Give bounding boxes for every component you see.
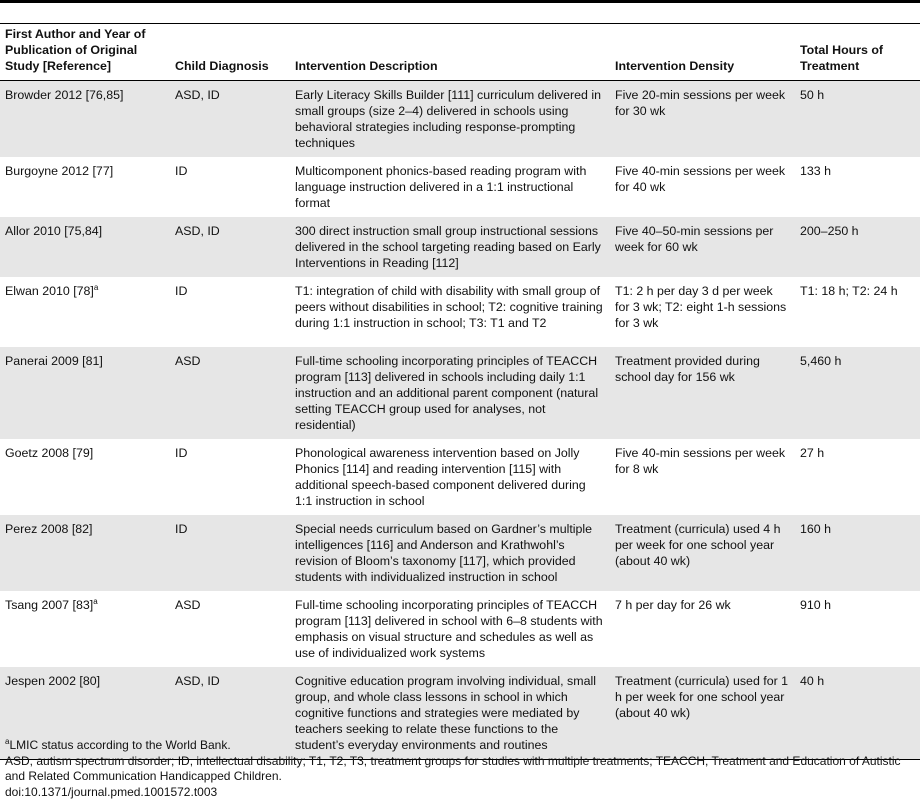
cell-author-text: Tsang 2007 [83] [5, 597, 94, 612]
cell-author [0, 591, 170, 667]
table-row [0, 277, 920, 347]
header-hours: Total Hours of Treatment [795, 24, 920, 80]
cell-hours-text: 50 h [800, 87, 825, 102]
table-row [0, 439, 920, 515]
cell-diagnosis [170, 515, 290, 591]
cell-diagnosis-text: ID [175, 445, 188, 460]
cell-density [610, 80, 795, 157]
cell-description-text: 300 direct instruction small group instructional sessions delivered in the school targeting reading based on Early Interventions in Reading [112] [295, 223, 601, 270]
cell-description-text: Cognitive education program involving individual, small group, and whole class lessons in school in which cognitive functions and strategies were mediated by teachers seeking to relate these functions to the student’s everyday environments and routines [295, 673, 596, 752]
cell-diagnosis-text: ASD [175, 597, 201, 612]
footnote-doi: doi:10.1371/journal.pmed.1001572.t003 [5, 784, 218, 799]
cell-density [610, 217, 795, 277]
footnotes [5, 738, 917, 800]
cell-author [0, 217, 170, 277]
cell-diagnosis [170, 80, 290, 157]
cell-density [610, 515, 795, 591]
cell-author-text: Jespen 2002 [80] [5, 673, 101, 688]
table-row [0, 80, 920, 157]
cell-description [290, 157, 610, 217]
cell-hours-text: T1: 18 h; T2: 24 h [800, 283, 898, 298]
cell-hours-text: 910 h [800, 597, 832, 612]
header-author: First Author and Year of Publication of Original Study [Reference] [0, 24, 170, 80]
cell-hours [795, 347, 920, 439]
cell-hours-text: 160 h [800, 521, 832, 536]
cell-author [0, 515, 170, 591]
cell-density-text: Five 20-min sessions per week for 30 wk [615, 87, 786, 118]
cell-diagnosis [170, 277, 290, 347]
table-row [0, 515, 920, 591]
cell-density-text: Five 40-min sessions per week for 8 wk [615, 445, 786, 476]
cell-author-text: Browder 2012 [76,85] [5, 87, 124, 102]
cell-hours-text: 40 h [800, 673, 825, 688]
cell-hours [795, 277, 920, 347]
cell-density-text: 7 h per day for 26 wk [615, 597, 731, 612]
cell-author [0, 80, 170, 157]
cell-hours-text: 200–250 h [800, 223, 859, 238]
header-density: Intervention Density [610, 24, 795, 80]
cell-hours [795, 80, 920, 157]
cell-diagnosis [170, 217, 290, 277]
cell-description [290, 591, 610, 667]
cell-author [0, 347, 170, 439]
table-header-row [0, 24, 920, 80]
cell-description [290, 347, 610, 439]
cell-hours [795, 591, 920, 667]
footnote-marker: a [93, 596, 98, 606]
cell-density-text: Five 40-min sessions per week for 40 wk [615, 163, 786, 194]
cell-diagnosis-text: ID [175, 163, 188, 178]
cell-hours [795, 439, 920, 515]
studies-table [0, 24, 920, 760]
cell-description-text: Phonological awareness intervention based on Jolly Phonics [114] and reading intervention [115] with additional speech-based component delivered during 1:1 instruction in school [295, 445, 586, 508]
header-description: Intervention Description [290, 24, 610, 80]
footnote-abbreviations: ASD, autism spectrum disorder; ID, intellectual disability; T1, T2, T3, treatment groups for studies with multiple treatments; TEACCH, Treatment and Education of Autistic and Related Communication Handicapped Children. [5, 753, 901, 783]
cell-author [0, 157, 170, 217]
cell-author-text: Perez 2008 [82] [5, 521, 93, 536]
cell-description-text: T1: integration of child with disability with small group of peers without disabilities in school; T2: cognitive training during 1:1 instruction in school; T3: T1 and T2 [295, 283, 603, 330]
cell-hours-text: 5,460 h [800, 353, 842, 368]
cell-description [290, 217, 610, 277]
cell-author-text: Elwan 2010 [78] [5, 283, 94, 298]
cell-density-text: Treatment provided during school day for 156 wk [615, 353, 760, 384]
cell-density [610, 277, 795, 347]
cell-density [610, 347, 795, 439]
cell-diagnosis [170, 347, 290, 439]
cell-diagnosis-text: ASD, ID [175, 673, 220, 688]
footnote-a-marker: a [5, 737, 10, 746]
cell-hours [795, 217, 920, 277]
footnote-marker: a [93, 282, 99, 292]
cell-description [290, 80, 610, 157]
cell-hours [795, 157, 920, 217]
cell-density-text: Five 40–50-min sessions per week for 60 wk [615, 223, 774, 254]
cell-author [0, 277, 170, 347]
table-row [0, 217, 920, 277]
cell-hours [795, 515, 920, 591]
cell-description-text: Full-time schooling incorporating principles of TEACCH program [113] delivered in schools including daily 1:1 instruction and an additional parent component (natural setting TEACCH group used for analyses, not residential) [295, 353, 599, 432]
cell-author-text: Burgoyne 2012 [77] [5, 163, 114, 178]
cell-diagnosis-text: ID [175, 283, 188, 298]
cell-hours-text: 27 h [800, 445, 825, 460]
cell-density-text: T1: 2 h per day 3 d per week for 3 wk; T2: eight 1-h sessions for 3 wk [615, 283, 787, 330]
footnote-a [5, 738, 917, 754]
cell-author-text: Panerai 2009 [81] [5, 353, 103, 368]
table-row [0, 591, 920, 667]
cell-description [290, 515, 610, 591]
cell-author [0, 439, 170, 515]
cell-density [610, 157, 795, 217]
cell-diagnosis [170, 439, 290, 515]
table-body [0, 80, 920, 759]
cell-density [610, 439, 795, 515]
cell-author-text: Allor 2010 [75,84] [5, 223, 103, 238]
cell-density [610, 591, 795, 667]
cell-diagnosis [170, 591, 290, 667]
cell-diagnosis-text: ID [175, 521, 188, 536]
cell-description [290, 277, 610, 347]
cell-diagnosis-text: ASD [175, 353, 201, 368]
cell-density-text: Treatment (curricula) used 4 h per week for one school year (about 40 wk) [615, 521, 781, 568]
cell-density-text: Treatment (curricula) used for 1 h per week for one school year (about 40 wk) [615, 673, 789, 720]
cell-description [290, 439, 610, 515]
cell-diagnosis-text: ASD, ID [175, 223, 220, 238]
cell-description-text: Multicomponent phonics-based reading program with language instruction delivered in a 1:1 instructional format [295, 163, 587, 210]
cell-hours-text: 133 h [800, 163, 832, 178]
footnote-a-text: LMIC status according to the World Bank. [9, 738, 231, 752]
cell-description-text: Early Literacy Skills Builder [111] curriculum delivered in small groups (size 2–4) delivered in schools using behavioral strategies including response-prompting techniques [295, 87, 601, 150]
header-diagnosis: Child Diagnosis [170, 24, 290, 80]
cell-diagnosis [170, 157, 290, 217]
cell-author-text: Goetz 2008 [79] [5, 445, 94, 460]
cell-description-text: Full-time schooling incorporating principles of TEACCH program [113] delivered in school with 6–8 students with emphasis on visual structure and schedules as well as use of individualized work systems [295, 597, 603, 660]
cell-description-text: Special needs curriculum based on Gardner’s multiple intelligences [116] and Anderson and Krathwohl’s revision of Bloom’s taxonomy [117], which provided students with individualized instruction in school [295, 521, 593, 584]
table-row [0, 157, 920, 217]
top-rule [0, 0, 920, 3]
table-row [0, 347, 920, 439]
cell-diagnosis-text: ASD, ID [175, 87, 220, 102]
